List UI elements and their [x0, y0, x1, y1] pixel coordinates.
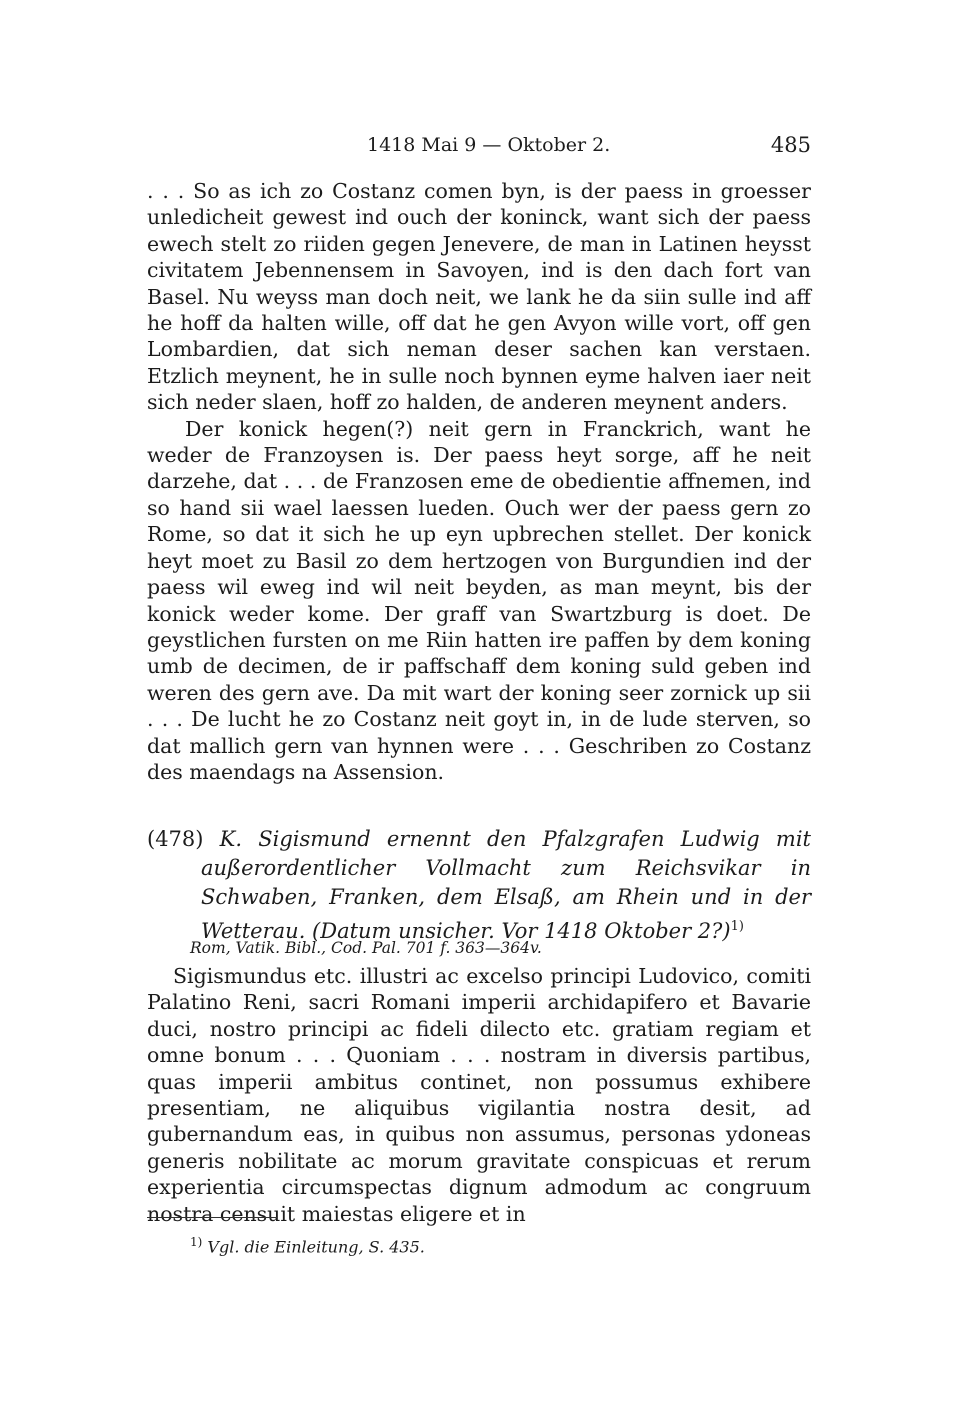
- paragraph: Der konick hegen(?) neit gern in Franckrich, want he weder de Franzoysen is. Der paess heyt sorge, aff he neit darzehe, dat . . . de Franzosen eme de obedientie affnemen, ind so hand sii wael laessen lueden. Ouch wer der paess gern zo Rome, so dat it sich he up eyn upbrechen stellet. Der konick heyt moet zu Basil zo dem hertzogen von Burgundien ind der paess wil eweg ind wil neit beyden, as man meynt, bis der konick weder kome. Der graff van Swartzburg is doet. De geystlichen fursten on me Riin hatten ire paffen by dem koning umb de decimen, de ir paffschaff dem koning suld geben ind weren des gern ave. Da mit wart der koning seer zornick up sii . . . De lucht he zo Costanz neit goyt in, in de lude sterven, so dat mallich gern van hynnen were . . . Geschriben zo Costanz des maendags na Assension.: [147, 416, 811, 784]
- paragraph: Sigismundus etc. illustri ac excelso principi Ludovico, comiti Palatino Reni, sacri Romani imperii archidapifero et Bavarie duci, nostro principi ac fideli dilecto etc. gratiam regiam et omne bonum . . . Quoniam . . . nostram in diversis partibus, quas imperii ambitus continet, non possumus exhibere presentiam, ne aliquibus vigilantia nostra desit, ad gubernandum eas, in quibus non assumus, personas ydoneas generis nobilitate ac morum gravitate conspicuas et rerum experientia circumspectas dignum admodum ac congruum nostra censuit maiestas eligere et in: [147, 964, 811, 1226]
- running-title: 1418 Mai 9 — Oktober 2.: [367, 134, 611, 156]
- document-title: K. Sigismund ernennt den Pfalzgrafen Ludwig mit außerordentlicher Vollmacht zum Reichsvikar in Schwaben, Franken, dem Elsaß, am Rhein und in der Wetterau. (Datum unsicher. Vor 1418 Oktober 2?): [201, 827, 811, 943]
- footnote-text: Vgl. die Einleitung, S. 435.: [207, 1237, 425, 1257]
- letter-text: [147, 178, 811, 785]
- document-number: (478): [147, 827, 204, 851]
- footnote-divider: [147, 1217, 277, 1218]
- charter-text: [147, 963, 811, 1227]
- paragraph: . . . So as ich zo Costanz comen byn, is der paess in groesser unledicheit gewest ind ouch der koninck, want sich der paess ewech stelt zo riiden gegen Jenevere, de man in Latinen heysst civitatem Jebennensem in Savoyen, ind is den dach fort van Basel. Nu weyss man doch neit, we lank he da siin sulle ind aff he hoff da halten wille, off dat he gen Avyon wille vort, off gen Lombardien, dat sich neman deser sachen kan verstaen. Etzlich meynent, he in sulle noch bynnen eyme halven iaer neit sich neder slaen, hoff zo halden, de anderen meynent anders.: [147, 179, 811, 415]
- footnote-reference: 1): [730, 919, 744, 934]
- footnote: [190, 1232, 425, 1257]
- source-citation: Rom, Vatik. Bibl., Cod. Pal. 701 f. 363—364v.: [190, 939, 542, 957]
- page-number: 485: [770, 133, 811, 157]
- document-heading: [147, 825, 811, 946]
- footnote-mark: 1): [190, 1235, 203, 1249]
